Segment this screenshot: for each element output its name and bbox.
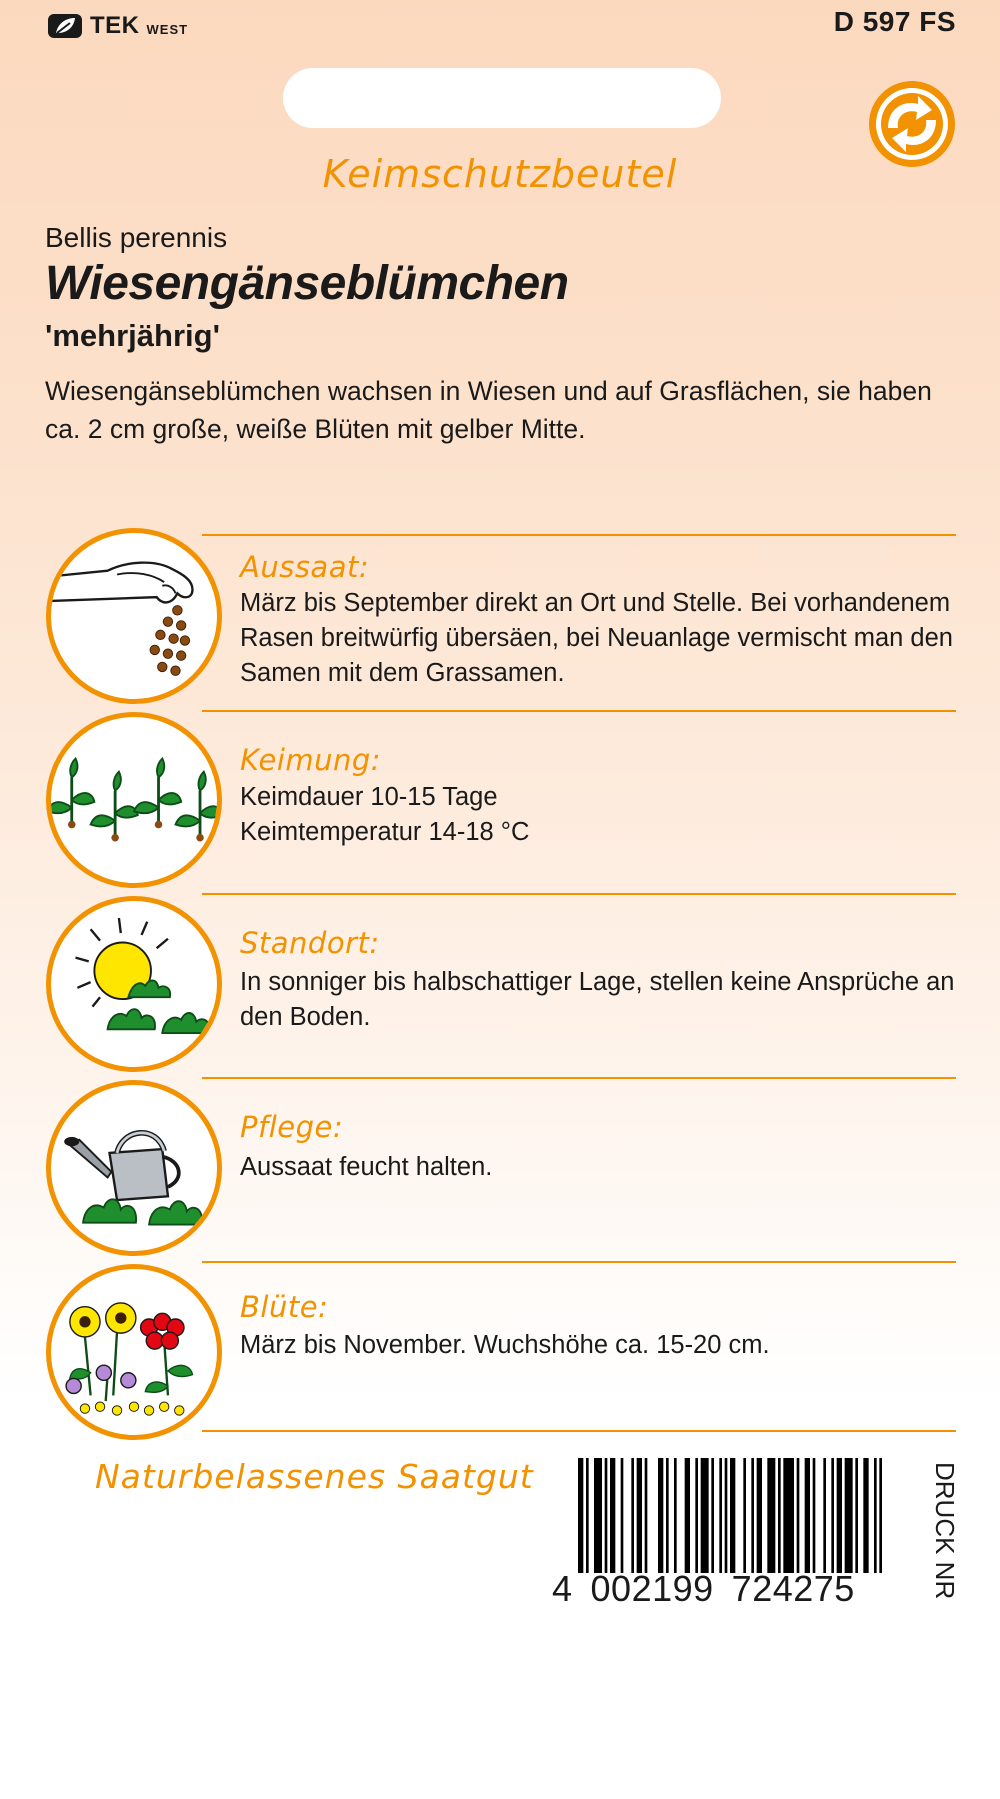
- section-icon-frame: [46, 712, 222, 888]
- common-name: Wiesengänseblümchen: [45, 257, 569, 310]
- brand-logo: [46, 8, 188, 44]
- section-text-germination: Keimdauer 10-15 Tage Keimtemperatur 14-18 °C: [240, 783, 530, 846]
- barcode-digit-group: 4: [552, 1568, 573, 1609]
- sun-plants-icon: [51, 901, 217, 1067]
- blank-label-field: [283, 68, 721, 128]
- section-title-sowing: Aussaat:: [240, 550, 370, 584]
- section-title-care: Pflege:: [240, 1110, 344, 1144]
- barcode-digit-group: 724275: [731, 1568, 855, 1609]
- ean-barcode: [578, 1458, 890, 1573]
- barcode-digits: [552, 1568, 922, 1610]
- barcode-digit-group: 002199: [590, 1568, 714, 1609]
- section-divider: [202, 893, 956, 895]
- sowing-hand-icon: [51, 533, 217, 699]
- section-icon-frame: [46, 896, 222, 1072]
- latin-name: Bellis perennis: [45, 222, 228, 253]
- druck-text: DRUCK NR: [930, 1462, 960, 1600]
- section-divider: [202, 534, 956, 536]
- print-number-label: [916, 1462, 976, 1612]
- article-code: D 597 FS: [833, 6, 956, 37]
- product-description: Wiesengänseblümchen wachsen in Wiesen und auf Grasflächen, sie haben ca. 2 cm große, weiße Blüten mit gelber Mitte.: [45, 376, 932, 444]
- brand-suffix: WEST: [146, 21, 189, 37]
- brand-name: TEK: [90, 12, 140, 39]
- section-divider: [202, 1077, 956, 1079]
- flowers-icon: [51, 1269, 217, 1435]
- section-divider: [202, 1261, 956, 1263]
- section-text-location: In sonniger bis halbschattiger Lage, stellen keine Ansprüche an den Boden.: [240, 968, 955, 1031]
- section-text-care: Aussaat feucht halten.: [240, 1153, 493, 1181]
- section-divider: [202, 710, 956, 712]
- section-icon-frame: [46, 1080, 222, 1256]
- section-icon-frame: [46, 528, 222, 704]
- variety-name: 'mehrjährig': [45, 318, 220, 353]
- section-title-bloom: Blüte:: [240, 1290, 329, 1324]
- section-title-location: Standort:: [240, 926, 380, 960]
- section-text-bloom: März bis November. Wuchshöhe ca. 15-20 cm.: [240, 1331, 770, 1359]
- leaf-logo-icon: [46, 11, 84, 41]
- watering-can-icon: [51, 1085, 217, 1251]
- section-text-sowing: März bis September direkt an Ort und Stelle. Bei vorhandenem Rasen breitwürfig übersäen, bei Neuanlage vermischt man den Samen mit dem Grassamen.: [240, 589, 953, 687]
- bag-title: Keimschutzbeutel: [322, 152, 678, 196]
- section-title-germination: Keimung:: [240, 743, 382, 777]
- seedlings-icon: [51, 717, 217, 883]
- section-icon-frame: [46, 1264, 222, 1440]
- slogan: Naturbelassenes Saatgut: [95, 1457, 534, 1496]
- section-divider: [202, 1430, 956, 1432]
